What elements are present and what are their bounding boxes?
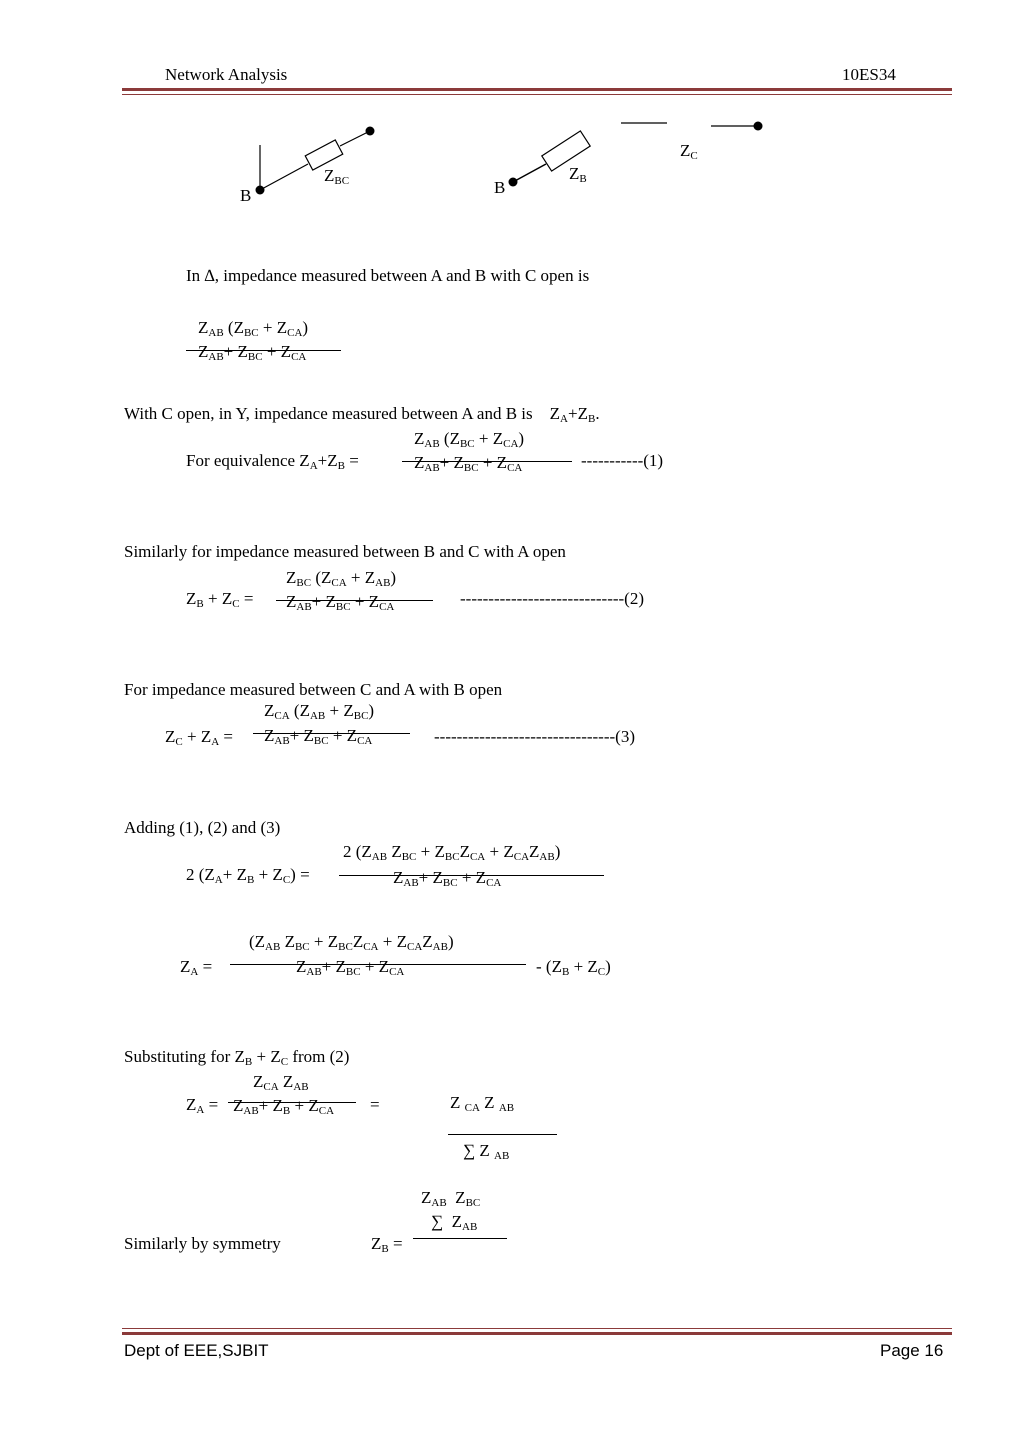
eq2-numerator: $Z_{BC}$ $(Z_{CA} + Z_{AB})$ xyxy=(286,568,397,589)
node-b-mid: B xyxy=(494,178,506,197)
zb-lhs: $Z_B$ = xyxy=(371,1234,403,1255)
adding-text: Adding (1), (2) and (3) xyxy=(124,818,281,837)
header-code: 10ES34 xyxy=(842,65,896,84)
eq1-numerator: $Z_{AB}$ $(Z_{BC} + Z_{CA})$ xyxy=(414,429,525,450)
sum-lhs: 2 $(Z_A+ Z_B + Z_C)$ = xyxy=(186,865,310,886)
za-minus: - $(Z_B + Z_C)$ xyxy=(536,957,611,978)
footer-rule xyxy=(122,1332,952,1335)
circuit-figure xyxy=(0,0,1024,260)
eq3-tag: --------------------------------(3) xyxy=(434,727,635,746)
za-compact-fraction-line xyxy=(448,1134,557,1135)
eq1-denominator: $Z_{AB}+ Z_{BC} + Z_{CA}$ xyxy=(414,453,523,474)
za-numerator: ($Z_{AB}$ $Z_{BC} + Z_{BC}Z_{CA} + Z_{CA}Z_{AB}$) xyxy=(249,932,454,953)
za-final-equals: = xyxy=(370,1095,380,1114)
sum-numerator: 2 ($Z_{AB}$ $Z_{BC} + Z_{BC}Z_{CA} + Z_{CA}Z_{AB}$) xyxy=(343,842,561,863)
eq3-lhs: $Z_C + Z_A$ = xyxy=(165,727,234,748)
za-lhs: $Z_A$ = xyxy=(180,957,213,978)
eq3-denominator: $Z_{AB}+ Z_{BC} + Z_{CA}$ xyxy=(264,726,373,747)
zb-denominator: ∑ $Z_{AB}$ xyxy=(431,1212,478,1233)
similarly-bc-text: Similarly for impedance measured between B and C with A open xyxy=(124,542,566,561)
za-compact-numerator: Z $_{CA}$ Z $_{AB}$ xyxy=(450,1093,515,1114)
symmetry-text: Similarly by symmetry xyxy=(124,1234,281,1253)
node-b-left: B xyxy=(240,186,252,205)
y-statement: With C open, in Y, impedance measured between A and B is $Z_A+Z_B$. xyxy=(124,404,600,425)
for-ca-text: For impedance measured between C and A with B open xyxy=(124,680,503,699)
formula-intro-numerator: $Z_{AB}$ $(Z_{BC} + Z_{CA})$ xyxy=(198,318,309,339)
intro-text: In ∆, impedance measured between A and B with C open is xyxy=(186,266,590,285)
zbc-label: $Z_{BC}$ xyxy=(324,166,350,187)
za-denominator: $Z_{AB}+ Z_{BC} + Z_{CA}$ xyxy=(296,957,405,978)
zb-numerator: $Z_{AB}$ $Z_{BC}$ xyxy=(421,1188,481,1209)
eq3-numerator: $Z_{CA}$ $(Z_{AB} + Z_{BC})$ xyxy=(264,701,375,722)
zb-fraction-line xyxy=(413,1238,507,1239)
eq2-tag: -----------------------------(2) xyxy=(460,589,644,608)
eq2-lhs: $Z_B + Z_C$ = xyxy=(186,589,254,610)
eq2-denominator: $Z_{AB}+ Z_{BC} + Z_{CA}$ xyxy=(286,592,395,613)
za-final-lhs: $Z_A$ = xyxy=(186,1095,219,1116)
zc-label: $Z_C$ xyxy=(680,141,698,162)
footer-page: Page 16 xyxy=(880,1341,944,1360)
eq1-tag: -----------(1) xyxy=(581,451,664,470)
zb-label: $Z_B$ xyxy=(569,164,587,185)
formula-intro-denominator: $Z_{AB}+ Z_{BC} + Z_{CA}$ xyxy=(198,342,307,363)
footer-dept: Dept of EEE,SJBIT xyxy=(124,1341,269,1360)
sum-denominator: $Z_{AB}+ Z_{BC} + Z_{CA}$ xyxy=(393,868,502,889)
za-final-numerator: $Z_{CA}$ $Z_{AB}$ xyxy=(253,1072,309,1093)
header-title: Network Analysis xyxy=(165,65,288,84)
za-compact-denominator: ∑ Z $_{AB}$ xyxy=(463,1141,510,1162)
substituting-text: Substituting for $Z_B + Z_C$ from (2) xyxy=(124,1047,350,1068)
eq1-lhs: For equivalence $Z_A+Z_B$ = xyxy=(186,451,359,472)
za-final-denominator: $Z_{AB}+ Z_B + Z_{CA}$ xyxy=(233,1096,335,1117)
footer-rule-thin xyxy=(122,1328,952,1329)
